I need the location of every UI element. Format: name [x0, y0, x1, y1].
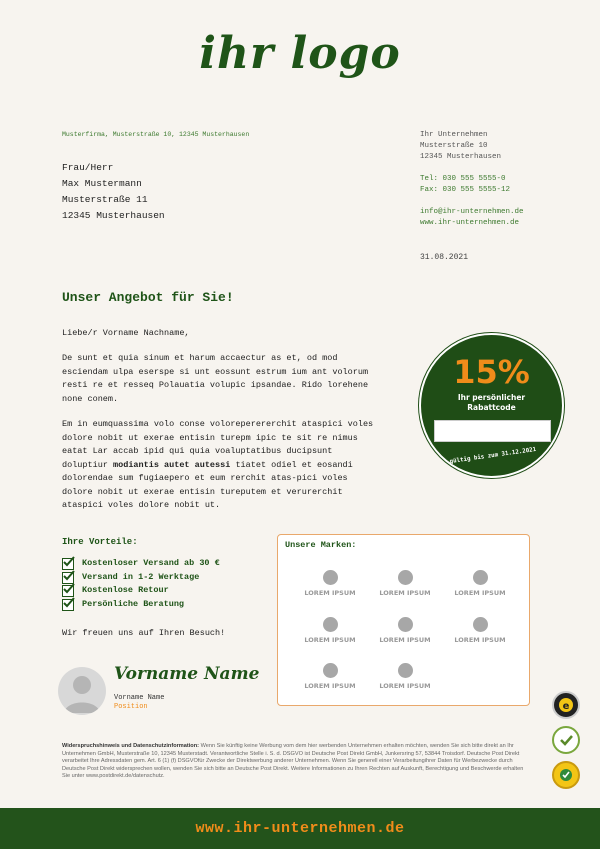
benefit-label: Kostenlose Retour: [82, 585, 169, 595]
recipient-street: Musterstraße 11: [62, 194, 148, 205]
benefit-label: Versand in 1-2 Werktage: [82, 571, 200, 582]
recipient-city: 12345 Musterhausen: [62, 210, 165, 221]
benefit-item: [62, 599, 220, 613]
brand-placeholder-icon: [473, 570, 488, 585]
brand-logo: [295, 570, 365, 597]
signature: Vorname Name: [114, 664, 260, 684]
legal-title: Widerspruchshinweis und Datenschutzinformation:: [62, 743, 200, 749]
brand-label: LOREM IPSUM: [379, 682, 431, 690]
quality-seal-icon: [552, 761, 580, 789]
paragraph-1: De sunt et quia sinum et harum accaectur as et, od mod esciendam ulpa eserspe si unt eossunt estrum ium ant volorum resti re et resseq Polauatia volupic ipsandae. Rido lorehene none conem.: [62, 353, 369, 404]
benefit-item: [62, 558, 220, 572]
brand-logo: [370, 570, 440, 597]
brand-label: LOREM IPSUM: [379, 636, 431, 644]
brand-placeholder-icon: [323, 617, 338, 632]
brand-logo: [445, 617, 515, 644]
brand-logo: [370, 663, 440, 690]
paragraph-2-bold: modiantis autet autessi: [113, 459, 231, 470]
letter-date: 31.08.2021: [420, 253, 469, 262]
footer-bar: [0, 808, 600, 849]
company-email[interactable]: info@ihr-unternehmen.de: [420, 208, 524, 216]
closing-line: Wir freuen uns auf Ihren Besuch!: [62, 628, 226, 638]
brand-placeholder-icon: [323, 570, 338, 585]
company-info: [420, 130, 524, 229]
benefits-title: Ihre Vorteile:: [62, 537, 138, 547]
sender-line: Musterfirma, Musterstraße 10, 12345 Musterhausen: [62, 131, 250, 138]
discount-percent: 15%: [453, 353, 530, 391]
brand-label: LOREM IPSUM: [304, 589, 356, 597]
benefit-item: [62, 572, 220, 586]
signer-position: Position: [114, 703, 148, 711]
company-logo: ihr logo: [199, 28, 401, 79]
brand-placeholder-icon: [323, 663, 338, 678]
brand-label: LOREM IPSUM: [379, 589, 431, 597]
discount-validity: gültig bis zum 31.12.2021: [449, 446, 537, 466]
greeting: Liebe/r Vorname Nachname,: [62, 328, 190, 338]
signer-name: Vorname Name: [114, 694, 165, 702]
company-web[interactable]: www.ihr-unternehmen.de: [420, 219, 520, 227]
discount-label-line1: Ihr persönlicher: [457, 393, 526, 402]
brands-title: Unsere Marken:: [285, 540, 357, 550]
discount-coupon: [419, 333, 564, 478]
legal-notice: [62, 743, 532, 781]
brand-logo: [295, 663, 365, 690]
brand-label: LOREM IPSUM: [454, 589, 506, 597]
brand-logo: [445, 570, 515, 597]
brand-placeholder-icon: [398, 570, 413, 585]
brand-placeholder-icon: [398, 617, 413, 632]
brand-label: LOREM IPSUM: [304, 636, 356, 644]
company-street: Musterstraße 10: [420, 142, 488, 150]
paragraph-2-text: Em in eumquassima volo conse voloreperererchit ataspici voles dolore nobit ut exerae entisin turepm ipic te sit re nimus eatat Lar accab ipid qui quia voaluptatibus ducipsunt doluptiur: [62, 419, 374, 470]
benefits-list: [62, 558, 220, 612]
recipient-salutation: Frau/Herr: [62, 162, 114, 173]
checkbox-check-icon: [62, 599, 74, 611]
brand-label: LOREM IPSUM: [304, 682, 356, 690]
benefit-label: Kostenloser Versand ab 30 €: [82, 558, 220, 568]
paragraph-2-text-end: tiatet odiel et eosandi dolorendae sum fugiaepero et eum rerchit atas-pici voles dolore nobit ut exerae entisin tureputem et verurerchit ataspici voles dolore nobit ut.: [62, 459, 353, 510]
company-fax: Fax: 030 555 5555-12: [420, 186, 511, 194]
brand-placeholder-icon: [473, 617, 488, 632]
company-tel: Tel: 030 555 5555-0: [420, 175, 506, 183]
benefit-label: Persönliche Beratung: [82, 598, 185, 609]
svg-text:e: e: [562, 701, 570, 712]
discount-label-line2: Rabattcode: [467, 403, 516, 412]
company-name: Ihr Unternehmen: [420, 131, 488, 139]
company-city: 12345 Musterhausen: [420, 153, 502, 161]
certified-seal-icon: [552, 726, 580, 754]
brands-box: [277, 534, 530, 706]
recipient-name: Max Mustermann: [62, 178, 142, 189]
recipient-address: [62, 160, 165, 224]
brand-label: LOREM IPSUM: [454, 636, 506, 644]
footer-url[interactable]: www.ihr-unternehmen.de: [195, 820, 405, 837]
brand-logo: [295, 617, 365, 644]
discount-label: [421, 393, 562, 413]
person-icon: [58, 667, 106, 715]
discount-code-field[interactable]: [434, 420, 551, 442]
paragraph-2: [62, 418, 382, 513]
benefit-item: [62, 585, 220, 599]
legal-text: Wenn Sie künftig keine Werbung vom dem hier werbenden Unternehmen erhalten möchten, wenden Sie sich bitte direkt an Ihr Unternehmen GmbH, Musterstraße 10, 12345 Musterstadt. Verantwortliche Stelle i. S. d. DSGVO ist Deutsche Post Direkt GmbH, Junkersring 57, 53844 Troisdorf. Deutsche Post Direkt verarbeitet Ihre Adressdaten gem. Art. 6 (1) (f) DSGVOfür Zwecke der Direktwerbung anderer Unternehmen. Wenn Sie generell einer Verarbeitungihrer Daten für Werbezwecke durch Deutsche Post Direkt widersprechen wollen, wenden Sie sich bitte an Deutsche Post Direkt. Weitere Informationen zu Ihren Rechten auf Auskunft, Berechtigung und Beschwerde erhalten Sie unter www.postdirekt.de/datenschutz.: [62, 743, 524, 780]
brand-placeholder-icon: [398, 663, 413, 678]
brand-logo: [370, 617, 440, 644]
headline: Unser Angebot für Sie!: [62, 290, 234, 305]
trusted-shop-seal-icon: [552, 691, 580, 719]
avatar: [58, 667, 106, 715]
